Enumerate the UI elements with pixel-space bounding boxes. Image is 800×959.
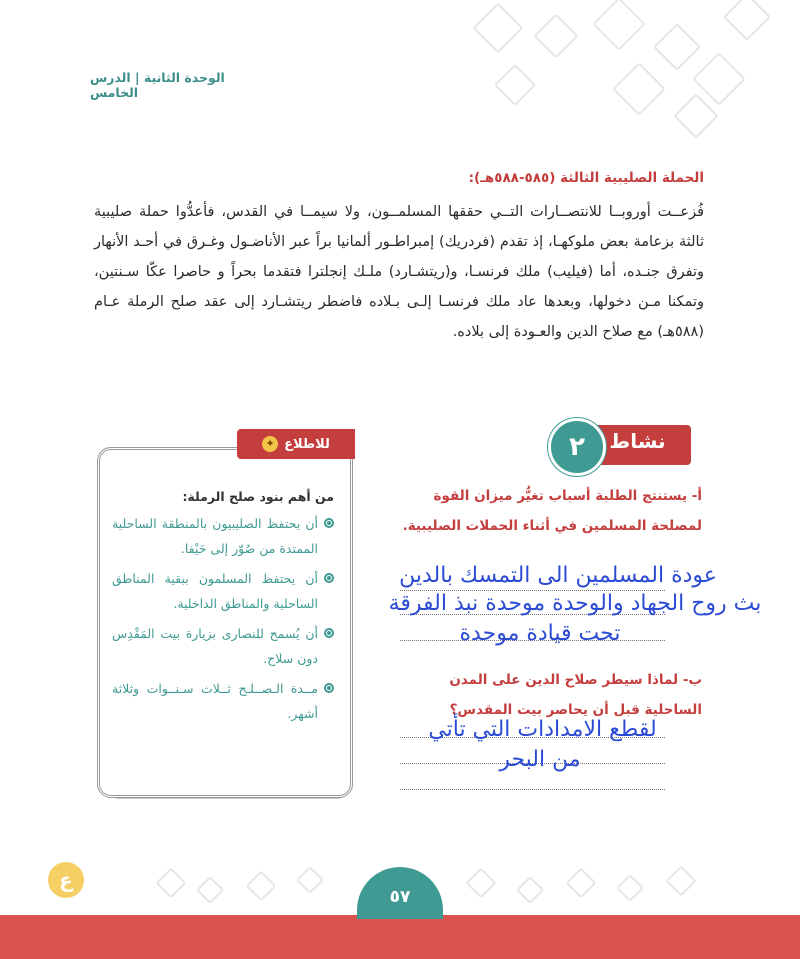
bullet-icon: [324, 683, 334, 693]
decor-diamond: [673, 93, 718, 138]
decor-diamond: [653, 23, 701, 71]
decor-diamond: [723, 0, 771, 41]
decor-diamond: [516, 876, 544, 904]
info-box-title: من أهم بنود صلح الرملة:: [182, 489, 334, 504]
decor-diamond: [155, 867, 186, 898]
decor-diamond: [565, 867, 596, 898]
bullet-icon: [324, 518, 334, 528]
decor-diamond: [196, 876, 224, 904]
activity-number: ٢: [548, 418, 606, 476]
decor-diamond: [665, 865, 696, 896]
info-tag-label: للاطلاع: [284, 436, 330, 452]
answer-a-line-3: تحت قيادة موحدة: [459, 621, 621, 646]
publisher-logo: ع: [48, 862, 84, 898]
answer-a-line-1: عودة المسلمين الى التمسك بالدين: [399, 563, 717, 588]
section-paragraph: فُزعــت أوروبــا للانتصــارات التــي حققها المسلمــون، ولا سيمــا في القدس، فأعدُّوا حملة صليبية ثالثة بزعامة بعض ملوكهـا، إذ تقدم (فردريك) إمبراطـور ألمانيا براً عبر الأناضـول وغـرق في أحـد الأنهار وتفرق جنـده، أما (فيليب) ملك فرنسـا، و(ريتشـارد) ملـك إنجلترا فتقدما بحراً و حاصرا عكّا سـنتين، وتمكنا مـن دخولها، وبعدها عاد ملك فرنسـا إلـى بـلاده فاضطر ريتشـارد إلى عقد صلح الرملة عـام (٥٨٨هـ) مع صلاح الدين والعـودة إلى بلاده.: [94, 204, 704, 340]
info-box: [97, 437, 352, 817]
info-tag: [237, 429, 355, 459]
list-item: أن يحتفظ المسلمون ببقية المناطق الساحلية والمناطق الداخلية.: [112, 566, 334, 616]
decor-diamond: [494, 64, 536, 106]
decor-diamond: [473, 3, 524, 54]
footer-bar: [0, 915, 800, 959]
page-number: ٥٧: [357, 867, 443, 919]
decor-diamond: [245, 870, 276, 901]
answer-b-line-2: من البحر: [499, 747, 581, 772]
decor-diamond: [616, 874, 644, 902]
bullet-icon: [324, 628, 334, 638]
list-item: أن يُسمح للنصارى بزيارة بيت المَقْدِس دون سلاح.: [112, 621, 334, 671]
answer-b-line-1: لقطع الامدادات التي تأتي: [428, 717, 657, 742]
activity-label: نشاط: [609, 429, 666, 453]
bullet-icon: [324, 573, 334, 583]
answer-line: [400, 789, 665, 790]
decor-diamond: [592, 0, 646, 51]
breadcrumb: الوحدة الثانية | الدرس الخامس: [90, 70, 225, 100]
answer-a-line-2: بث روح الجهاد والوحدة موحدة نبذ الفرقة: [388, 591, 762, 616]
decor-diamond: [465, 867, 496, 898]
question-a: أ- يستنتج الطلبة أسباب تغيُّر ميزان القوة لمصلحة المسلمين في أثناء الحملات الصليبية.: [402, 488, 702, 534]
lightbulb-icon: ✦: [262, 436, 278, 452]
list-item: مــدة الـصــلـح ثــلاث سـنــوات وثلاثة أشهر.: [112, 676, 334, 726]
info-box-list: [112, 511, 334, 731]
decor-diamond: [612, 62, 666, 116]
question-b: ب- لماذا سيطر صلاح الدين على المدن الساحلية قبل أن يحاصر بيت المقدس؟: [449, 672, 702, 718]
section-title: الحملة الصليبية الثالثة (٥٨٥-٥٨٨هـ):: [468, 170, 704, 186]
decor-diamond: [533, 13, 578, 58]
list-item: أن يحتفظ الصليبيون بالمنطقة الساحلية الممتدة من صُوّر إلى حَيْفا.: [112, 511, 334, 561]
decor-diamond: [296, 866, 324, 894]
